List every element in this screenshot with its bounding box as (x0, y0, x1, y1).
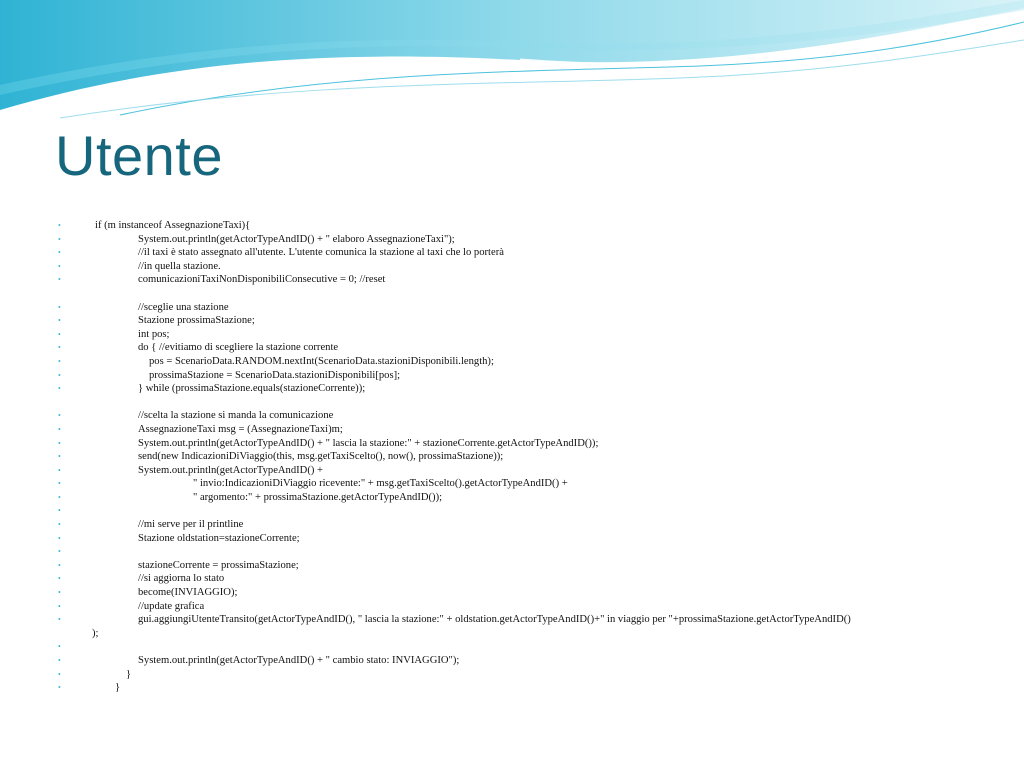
code-line (58, 477, 988, 491)
code-text: System.out.println(getActorTypeAndID() + " cambio stato: INVIAGGIO"); (138, 655, 460, 666)
code-text-continuation: ); (92, 627, 99, 639)
code-text: //mi serve per il printline (138, 519, 244, 531)
code-line (58, 409, 988, 423)
code-line (58, 613, 988, 640)
code-text: " invio:IndicazioniDiViaggio ricevente:" + msg.getTaxiScelto().getActorTypeAndID() + (193, 478, 568, 490)
code-text: AssegnazioneTaxi msg = (AssegnazioneTaxi)m; (138, 423, 343, 435)
bullet-icon: • (58, 506, 61, 516)
code-text: //sceglie una stazione (138, 301, 229, 313)
code-line (58, 572, 988, 586)
code-line (58, 654, 988, 668)
bullet-icon: • (58, 465, 61, 475)
code-text: int pos; (138, 328, 170, 340)
code-line (58, 301, 988, 315)
bullet-icon: • (58, 533, 61, 543)
code-text: } (126, 668, 132, 680)
bullet-icon: • (58, 356, 61, 366)
code-line (58, 314, 988, 328)
bullet-icon: • (58, 615, 61, 625)
bullet-icon: • (58, 669, 61, 679)
bullet-icon: • (58, 329, 61, 339)
code-bullet-list (58, 219, 988, 695)
bullet-icon: • (58, 656, 61, 665)
code-text: System.out.println(getActorTypeAndID() + " elaboro AssegnazioneTaxi"); (138, 233, 455, 245)
bullet-icon: • (58, 370, 61, 380)
code-line (58, 219, 988, 233)
bullet-icon: • (58, 343, 61, 353)
header-wave-decoration (0, 0, 1024, 120)
code-text: comunicazioniTaxiNonDisponibiliConsecutive = 0; //reset (138, 274, 386, 286)
code-text: gui.aggiungiUtenteTransito(getActorTypeAndID(), " lascia la stazione:" + oldstation.getActorTypeAndID()+" in viaggio per "+prossimaStazione.getActorTypeAndID() (138, 614, 851, 626)
code-line (58, 273, 988, 287)
bullet-icon: • (58, 642, 61, 652)
code-line (58, 668, 988, 682)
bullet-icon: • (58, 221, 61, 230)
bullet-icon: • (58, 601, 61, 611)
code-text: Stazione prossimaStazione; (138, 315, 255, 327)
bullet-icon: • (58, 574, 61, 584)
code-text: send(new IndicazioniDiViaggio(this, msg.getTaxiScelto(), now(), prossimaStazione)); (138, 451, 504, 463)
bullet-icon: • (58, 479, 61, 489)
code-line (58, 600, 988, 614)
code-line (58, 450, 988, 464)
bullet-icon: • (58, 234, 61, 244)
code-line (58, 545, 988, 559)
code-line (58, 491, 988, 505)
bullet-icon: • (58, 316, 61, 326)
bullet-icon: • (58, 547, 61, 557)
bullet-icon: • (58, 384, 61, 394)
code-line (58, 382, 988, 396)
code-line (58, 586, 988, 600)
code-line (58, 504, 988, 518)
bullet-icon: • (58, 492, 61, 502)
bullet-icon: • (58, 588, 61, 598)
slide-title: Utente (55, 124, 223, 187)
code-text: //update grafica (138, 600, 205, 612)
code-line (58, 260, 988, 274)
blank-line (58, 396, 988, 410)
code-text: System.out.println(getActorTypeAndID() + (138, 464, 323, 476)
bullet-icon: • (58, 302, 61, 312)
code-line (58, 559, 988, 573)
code-line (58, 355, 988, 369)
code-text: become(INVIAGGIO); (138, 587, 238, 599)
code-line (58, 464, 988, 478)
code-text: } while (prossimaStazione.equals(stazioneCorrente)); (138, 383, 366, 395)
code-line (58, 328, 988, 342)
bullet-icon: • (58, 275, 61, 285)
bullet-icon: • (58, 560, 61, 570)
bullet-icon: • (58, 438, 61, 448)
bullet-icon: • (58, 261, 61, 271)
code-text: " argomento:" + prossimaStazione.getActorTypeAndID()); (193, 491, 443, 503)
code-text: prossimaStazione = ScenarioData.stazioniDisponibili[pos]; (149, 369, 401, 381)
bullet-icon: • (58, 248, 61, 258)
code-text: //il taxi è stato assegnato all'utente. L'utente comunica la stazione al taxi che lo porterà (138, 247, 504, 259)
code-line (58, 423, 988, 437)
code-text: if (m instanceof AssegnazioneTaxi){ (95, 220, 251, 231)
code-text: stazioneCorrente = prossimaStazione; (138, 559, 299, 571)
code-line (58, 233, 988, 247)
code-text: //scelta la stazione si manda la comunicazione (138, 410, 334, 422)
code-text: //si aggiorna lo stato (138, 573, 225, 585)
code-line (58, 640, 988, 654)
bullet-icon: • (58, 411, 61, 421)
code-line (58, 532, 988, 546)
code-line (58, 369, 988, 383)
code-line (58, 518, 988, 532)
bullet-icon: • (58, 424, 61, 434)
bullet-icon: • (58, 683, 61, 693)
code-text: } (115, 682, 121, 694)
code-text: Stazione oldstation=stazioneCorrente; (138, 532, 300, 544)
bullet-icon: • (58, 520, 61, 530)
blank-line (58, 287, 988, 301)
code-line (58, 341, 988, 355)
code-line (58, 246, 988, 260)
code-line (58, 437, 988, 451)
code-text: //in quella stazione. (138, 260, 221, 272)
code-line (58, 681, 988, 695)
code-text: do { //evitiamo di scegliere la stazione corrente (138, 342, 339, 354)
bullet-icon: • (58, 452, 61, 462)
code-text: System.out.println(getActorTypeAndID() + " lascia la stazione:" + stazioneCorrente.getActorTypeAndID()); (138, 437, 599, 449)
code-text: pos = ScenarioData.RANDOM.nextInt(ScenarioData.stazioniDisponibili.length); (149, 355, 494, 367)
